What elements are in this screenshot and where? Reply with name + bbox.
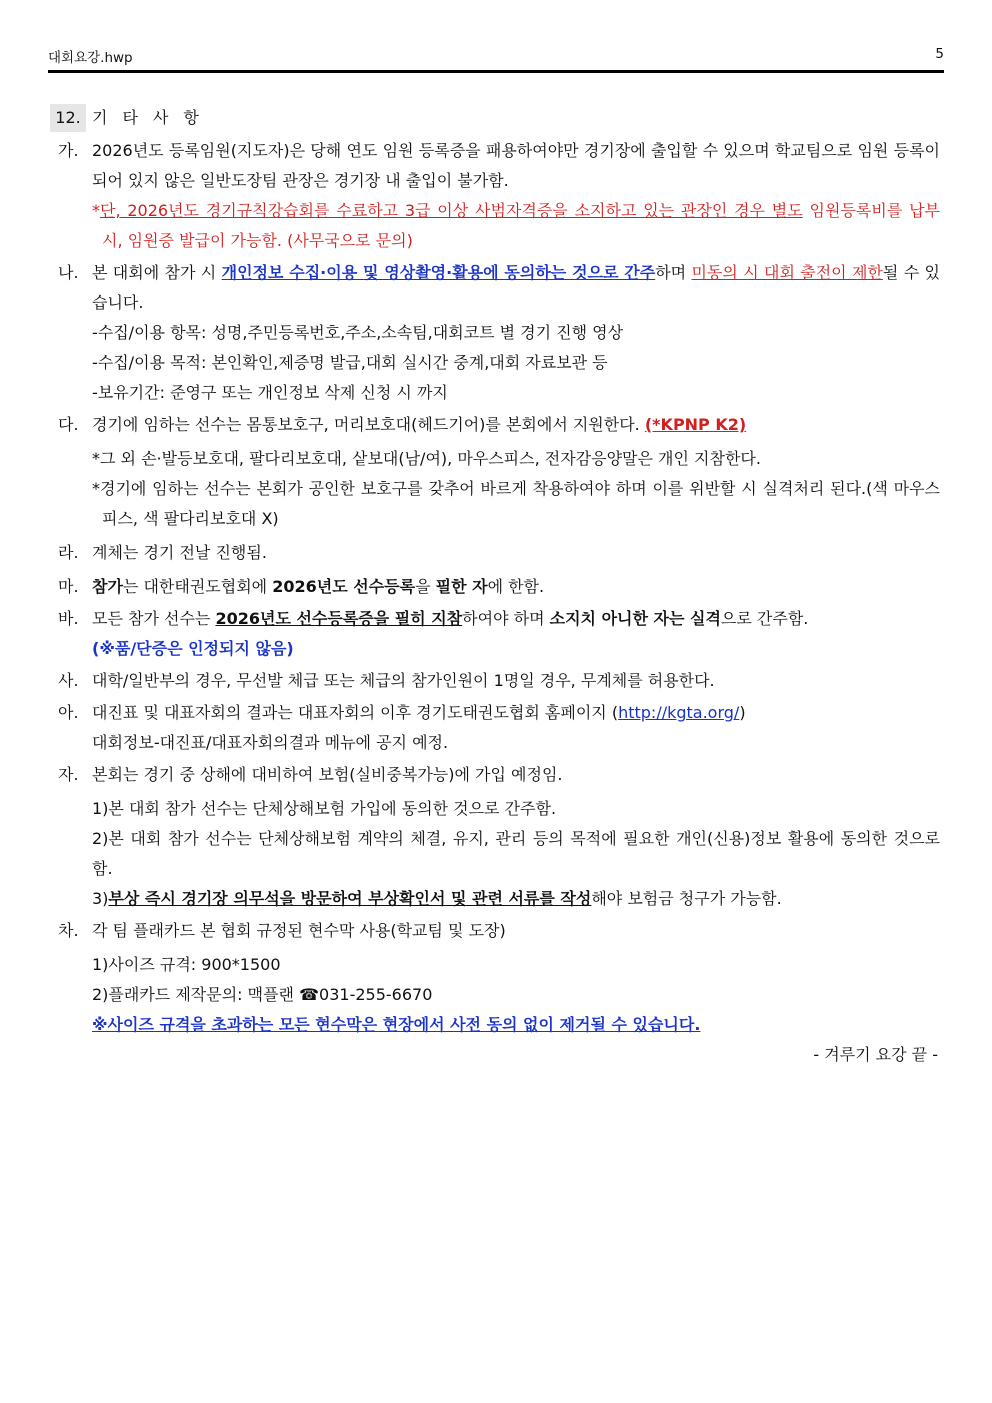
- item-text: 을: [415, 577, 436, 596]
- section-heading: [50, 104, 940, 132]
- emphasis-text: 등록: [384, 577, 416, 596]
- list-item: -수집/이용 목적: 본인확인,제증명 발급,대회 실시간 중계,대회 자료보관 등: [92, 353, 608, 372]
- note-text: 임원등록비를 납부 시, 임원증 발급이 가능함. (사무국으로 문의): [102, 201, 941, 250]
- insurance-clause: 1)본 대회 참가 선수는 단체상해보험 가입에 동의한 것으로 간주함.: [92, 799, 557, 818]
- contact-label: 2)플래카드 제작문의: 맥플랜: [92, 985, 300, 1004]
- item-marker: 바.: [58, 609, 79, 628]
- item-text: 모든 참가 선수는: [92, 609, 216, 628]
- item-marker: 나.: [58, 263, 79, 282]
- item-text: 대학/일반부의 경우, 무선발 체급 또는 체급의 참가인원이 1명일 경우, 무계체를 허용한다.: [92, 671, 715, 690]
- document-body: [50, 104, 940, 1070]
- item-text: 으로 간주함.: [720, 609, 809, 628]
- item-cha: [50, 916, 940, 946]
- item-text: 는 대한태권도협회에: [122, 577, 273, 596]
- emphasis-text: 소지치 아니한 자는 실격: [549, 609, 721, 628]
- item-text: 각 팀 플래카드 본 협회 규정된 현수막 사용(학교팀 및 도장): [92, 921, 506, 940]
- placard-size: 1)사이즈 규격: 900*1500: [92, 955, 281, 974]
- item-text: 해야 보험금 청구가 가능함.: [591, 889, 782, 908]
- insurance-clause: [50, 884, 940, 914]
- item-marker: 자.: [58, 765, 79, 784]
- clause-number: 3): [92, 889, 109, 908]
- emphasis-text: 참가: [92, 577, 123, 596]
- item-marker: 가.: [58, 141, 79, 160]
- list-item: -보유기간: 준영구 또는 개인정보 삭제 신청 시 까지: [92, 383, 448, 402]
- item-ja: [50, 760, 940, 790]
- emphasis-text: 필한 자: [435, 577, 488, 596]
- item-text: 본회는 경기 중 상해에 대비하여 보험(실비중복가능)에 가입 예정임.: [92, 765, 563, 784]
- item-marker: 다.: [58, 415, 79, 434]
- item-ga-note: [50, 196, 940, 256]
- item-text: 하여야 하며: [462, 609, 550, 628]
- homepage-link[interactable]: http://kgta.org/: [618, 703, 740, 722]
- item-ra: [50, 538, 940, 568]
- item-da-note: *경기에 임하는 선수는 본회가 공인한 보호구를 갖추어 바르게 착용하여야 하며 이를 위반할 시 실격처리 된다.(색 마우스피스, 색 팔다리보호대 X): [92, 479, 940, 528]
- emphasis-text: 2026년도 선수등록증을 필히 지참: [215, 609, 463, 628]
- item-text: 계체는 경기 전날 진행됨.: [92, 543, 267, 562]
- item-text: 본 대회에 참가 시: [92, 263, 222, 282]
- item-na: [50, 258, 940, 318]
- item-marker: 아.: [58, 703, 79, 722]
- note-underlined-text: 단, 2026년도 경기규칙강습회를 수료하고 3급 이상 사범자격증을 소지하고 있는 관장인 경우 별도: [100, 201, 803, 220]
- equipment-tag: (*KPNP K2): [644, 415, 747, 434]
- consent-emphasis: 개인정보 수집·이용 및 영상촬영·활용에 동의하는 것으로 간주: [221, 263, 656, 282]
- section-title: 기타사항: [92, 108, 214, 127]
- insurance-clause: 2)본 대회 참가 선수는 단체상해보험 계약의 체결, 유지, 관리 등의 목적에 필요한 개인(신용)정보 활용에 동의한 것으로 함.: [92, 829, 940, 878]
- placard-warning: ※사이즈 규격을 초과하는 모든 현수막은 현장에서 사전 동의 없이 제거될 수 있습니다.: [92, 1015, 701, 1034]
- note-star: *: [92, 201, 100, 220]
- item-da: [50, 410, 940, 440]
- emphasis-text: 2026년도 선수: [272, 577, 385, 596]
- item-text: 될 수 있습니다.: [92, 263, 940, 312]
- emphasis-text: 부상 즉시 경기장 의무석을 방문하여 부상확인서 및 관련 서류를 작성: [108, 889, 592, 908]
- item-ba: [50, 604, 940, 634]
- item-marker: 라.: [58, 543, 79, 562]
- item-sa: [50, 666, 940, 696]
- page-number: 5: [935, 46, 944, 62]
- item-ga: [50, 136, 940, 196]
- section-number: 12.: [50, 104, 86, 132]
- item-text: 에 한함.: [487, 577, 545, 596]
- item-text: 2026년도 등록임원(지도자)은 당해 연도 임원 등록증을 패용하여야만 경기장에 출입할 수 있으며 학교팀으로 임원 등록이 되어 있지 않은 일반도장팀 관장은 경기장 내 출입이 불가함.: [92, 141, 940, 190]
- phone-number: ☎031-255-6670: [299, 985, 433, 1004]
- file-name: 대회요강.hwp: [48, 50, 133, 66]
- item-text: 경기에 임하는 선수는 몸통보호구, 머리보호대(헤드기어)를 본회에서 지원한다.: [92, 415, 645, 434]
- item-a: [50, 698, 940, 728]
- item-marker: 마.: [58, 577, 79, 596]
- closing-line: - 겨루기 요강 끝 -: [813, 1045, 938, 1064]
- page-header: [48, 46, 944, 68]
- placard-contact: [50, 980, 940, 1010]
- item-text: 대진표 및 대표자회의 결과는 대표자회의 이후 경기도태권도협회 홈페이지 (: [92, 703, 619, 722]
- item-marker: 차.: [58, 921, 79, 940]
- header-divider: [48, 70, 944, 73]
- item-text: ): [739, 703, 746, 722]
- restriction-warning: 미동의 시 대회 출전이 제한: [691, 263, 883, 282]
- item-ba-note: (※품/단증은 인정되지 않음): [92, 639, 294, 658]
- item-text: 하며: [655, 263, 692, 282]
- item-a-continued: 대회정보-대진표/대표자회의결과 메뉴에 공지 예정.: [92, 733, 449, 752]
- item-ma: [50, 572, 940, 602]
- list-item: -수집/이용 항목: 성명,주민등록번호,주소,소속팀,대회코트 별 경기 진행 영상: [92, 323, 624, 342]
- item-da-note: *그 외 손·발등보호대, 팔다리보호대, 샅보대(남/여), 마우스피스, 전자감응양말은 개인 지참한다.: [92, 449, 761, 468]
- item-marker: 사.: [58, 671, 79, 690]
